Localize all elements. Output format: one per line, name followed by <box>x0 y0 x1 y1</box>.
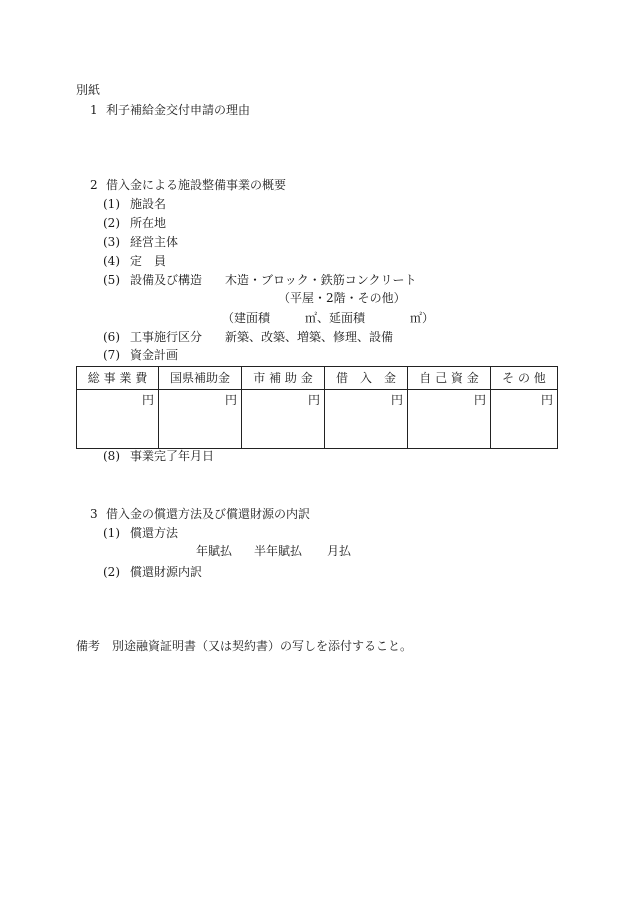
section-1-number: 1 <box>90 103 98 117</box>
item-capacity-label: 定 員 <box>130 254 167 268</box>
item-4-number: (4) <box>103 254 120 268</box>
item-operator-label: 経営主体 <box>130 235 179 249</box>
repayment-source-number: (2) <box>103 565 120 579</box>
area-close: ㎡） <box>410 311 435 325</box>
header-total-cost: 総 事 業 費 <box>77 367 159 390</box>
total-floor-area-label: ㎡、延面積 <box>305 311 366 325</box>
building-area-open: （建面積 <box>222 311 271 325</box>
item-funding-plan-label: 資金計画 <box>130 348 179 362</box>
section-2-title: 借入金による施設整備事業の概要 <box>106 178 287 192</box>
construction-type-options: 新築、改築、増築、修理、設備 <box>225 330 394 344</box>
repayment-method-number: (1) <box>103 526 120 540</box>
item-5-number: (5) <box>103 273 120 287</box>
amount-own-funds: 円 <box>408 390 491 449</box>
header-borrowing: 借 入 金 <box>325 367 408 390</box>
header-city-subsidy: 市 補 助 金 <box>242 367 325 390</box>
floor-options: （平屋・2階・その他） <box>278 291 406 305</box>
structure-options: 木造・ブロック・鉄筋コンクリート <box>225 273 417 287</box>
funding-plan-table <box>76 366 558 449</box>
remarks-label: 備考 <box>76 639 101 653</box>
item-1-number: (1) <box>103 197 120 211</box>
item-7-number: (7) <box>103 348 120 362</box>
item-2-number: (2) <box>103 216 120 230</box>
item-location-label: 所在地 <box>130 216 167 230</box>
funding-table-header-row <box>77 367 558 390</box>
repayment-method-label: 償還方法 <box>130 526 179 540</box>
header-national-prefectural-subsidy: 国県補助金 <box>159 367 242 390</box>
item-8-number: (8) <box>103 449 120 463</box>
item-completion-date-label: 事業完了年月日 <box>130 449 215 463</box>
section-3-number: 3 <box>90 507 98 521</box>
repayment-option-semiannual: 半年賦払 <box>254 544 303 558</box>
section-1-title: 利子補給金交付申請の理由 <box>106 103 251 117</box>
item-6-number: (6) <box>103 330 120 344</box>
item-facility-name-label: 施設名 <box>130 197 167 211</box>
repayment-option-annual: 年賦払 <box>196 544 233 558</box>
funding-table-amount-row <box>77 390 558 449</box>
remarks-text: 別途融資証明書（又は契約書）の写しを添付すること。 <box>112 639 413 653</box>
item-3-number: (3) <box>103 235 120 249</box>
amount-borrowing: 円 <box>325 390 408 449</box>
section-3-title: 借入金の償還方法及び償還財源の内訳 <box>106 507 311 521</box>
section-2-number: 2 <box>90 178 98 192</box>
header-other: そ の 他 <box>491 367 558 390</box>
amount-other: 円 <box>491 390 558 449</box>
attachment-label: 別紙 <box>76 83 101 97</box>
repayment-source-label: 償還財源内訳 <box>130 565 203 579</box>
amount-national-prefectural-subsidy: 円 <box>159 390 242 449</box>
item-structure-label: 設備及び構造 <box>130 273 203 287</box>
header-own-funds: 自 己 資 金 <box>408 367 491 390</box>
amount-city-subsidy: 円 <box>242 390 325 449</box>
item-construction-type-label: 工事施行区分 <box>130 330 203 344</box>
repayment-option-monthly: 月払 <box>327 544 352 558</box>
amount-total-cost: 円 <box>77 390 159 449</box>
